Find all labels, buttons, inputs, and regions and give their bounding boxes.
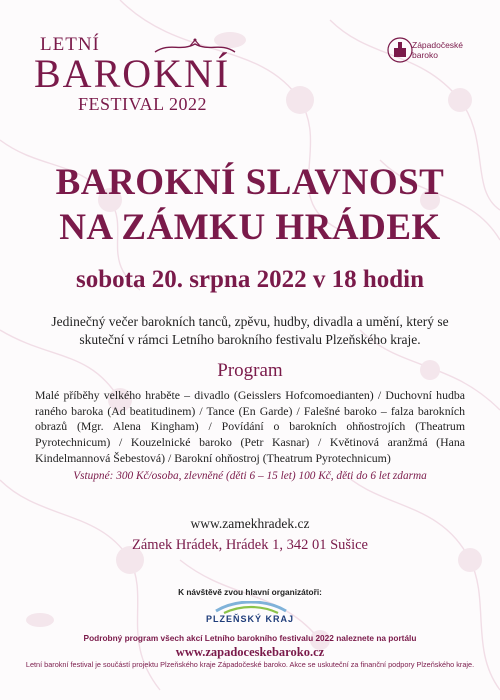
footer-note: Letní barokní festival je součástí projektu Plzeňského kraje Západočeské baroko. Akce se uskuteční za finanční podpory Plzeňského kraje. <box>25 660 475 669</box>
event-title-line2: NA ZÁMKU HRÁDEK <box>59 207 441 248</box>
admission-info <box>35 470 465 482</box>
event-datetime: sobota 20. srpna 2022 v 18 hodin <box>76 266 424 293</box>
event-title-line1: BAROKNÍ SLAVNOST <box>55 162 445 203</box>
program-text: Malé příběhy velkého hraběte – divadlo (Geisslers Hofcomoedianten) / Duchovní hudba raného baroka (Ad beatitudinem) / Tance (En Garde) / Falešné baroko – falza barokních obrazů (Mgr. Alena Kingham) / Povídání o barokních ohňostrojích (Theatrum Pyrotechnicum) / Kouzelnické baroko (Petr Kasnar) / Květinová aranžmá (Hana Kindelmannová Šebestová) / Barokní ohňostroj (Theatrum Pyrotechnicum) <box>35 388 465 465</box>
festival-logo-line2: BAROKNÍ <box>34 51 231 96</box>
crown-ornament-icon <box>150 38 240 56</box>
festival-logo-line3: FESTIVAL 2022 <box>78 94 208 114</box>
website-link[interactable]: www.zamekhradek.cz <box>190 516 310 531</box>
event-intro: Jedinečný večer barokních tanců, zpěvu, hudby, divadla a umění, který se skuteční v rámci Letního barokního festivalu Plzeňského kraje. <box>51 314 449 347</box>
admission-label: Vstupné: <box>73 470 114 482</box>
admission-text: 300 Kč/osoba, zlevněné (děti 6 – 15 let) 100 Kč, děti do 6 let zdarma <box>116 470 427 482</box>
partner-logo-text: Západočeské baroko <box>412 40 464 60</box>
venue-address: Zámek Hrádek, Hrádek 1, 342 01 Sušice <box>132 537 368 553</box>
festival-logo-line1: LETNÍ <box>40 34 100 55</box>
region-logo-text: PLZEŇSKÝ KRAJ <box>205 614 294 624</box>
portal-link[interactable]: www.zapadoceskebaroko.cz <box>175 645 325 659</box>
organizers-invite: K návštěvě zvou hlavní organizátoři: <box>178 587 322 597</box>
event-title <box>0 160 500 250</box>
program-heading: Program <box>217 360 283 381</box>
program-detail-note: Podrobný program všech akcí Letního barokního festivalu 2022 naleznete na portálu <box>83 633 417 643</box>
